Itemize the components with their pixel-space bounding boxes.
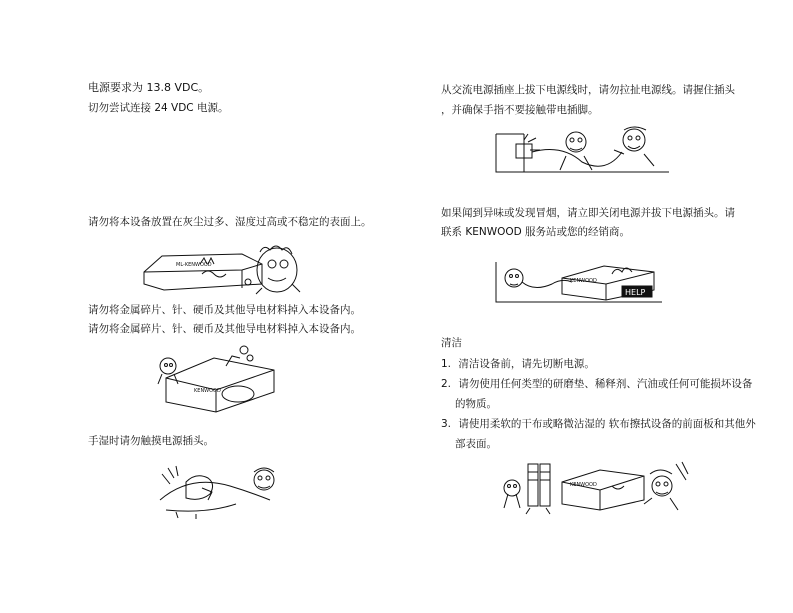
- kenwood-box-label: KENWOOD: [194, 388, 221, 394]
- smoke-help-illustration: [494, 256, 664, 306]
- cleaning-item-3: [441, 417, 756, 431]
- metal-objects-warning-text-2: 请勿将金属碎片、针、硬币及其他导电材料掉入本设备内。: [88, 323, 361, 335]
- cleaning-item-2-continued: 的物质。: [455, 398, 497, 410]
- wet-hands-illustration: [156, 462, 286, 520]
- cleaning-item-2-number: 2.: [441, 378, 452, 390]
- smoke-warning-line1: 如果闻到异味或发现冒烟，请立即关闭电源并拔下电源插头。请: [441, 207, 735, 219]
- cleaning-item-2: [441, 377, 752, 391]
- cleaning-item-3-continued: 部表面。: [455, 438, 497, 450]
- placement-illustration: [142, 240, 302, 298]
- cleaning-item-1-text: 清洁设备前，请先切断电源。: [458, 358, 595, 370]
- metal-objects-illustration: [156, 344, 281, 416]
- smoke-warning-line2: 联系 KENWOOD 服务站或您的经销商。: [441, 226, 631, 238]
- cleaning-item-3-number: 3.: [441, 418, 452, 430]
- metal-objects-warning-text-1: 请勿将金属碎片、针、硬币及其他导电材料掉入本设备内。: [88, 304, 361, 316]
- no-24v-warning-text: 切勿尝试连接 24 VDC 电源。: [88, 102, 229, 114]
- cleaning-illustration: [494, 460, 689, 516]
- cleaning-item-2-text: 请勿使用任何类型的研磨垫、稀释剂、汽油或任何可能损坏设备: [458, 378, 753, 390]
- cleaning-item-1-number: 1.: [441, 358, 452, 370]
- power-requirement-text: 电源要求为 13.8 VDC。: [88, 81, 210, 94]
- help-sign-label: HELP: [625, 288, 646, 297]
- pull-cord-illustration: [494, 126, 669, 178]
- svg-text:ML-KENWOOD: ML-KENWOOD: [176, 262, 212, 268]
- unplug-warning-line1: 从交流电源插座上拔下电源线时，请勿拉扯电源线。请握住插头: [441, 84, 735, 96]
- svg-text:KENWOOD: KENWOOD: [570, 278, 597, 284]
- svg-text:KENWOOD: KENWOOD: [570, 482, 597, 488]
- cleaning-item-3-text: 请使用柔软的干布或略微沾湿的 软布擦拭设备的前面板和其他外: [458, 418, 756, 430]
- cleaning-item-1: [441, 357, 595, 371]
- unplug-warning-line2: ，并确保手指不要接触带电插脚。: [441, 104, 599, 116]
- wet-hands-warning-text: 手湿时请勿触摸电源插头。: [88, 435, 214, 447]
- placement-warning-text: 请勿将本设备放置在灰尘过多、湿度过高或不稳定的表面上。: [88, 216, 372, 228]
- cleaning-section-title: 清洁: [441, 337, 462, 349]
